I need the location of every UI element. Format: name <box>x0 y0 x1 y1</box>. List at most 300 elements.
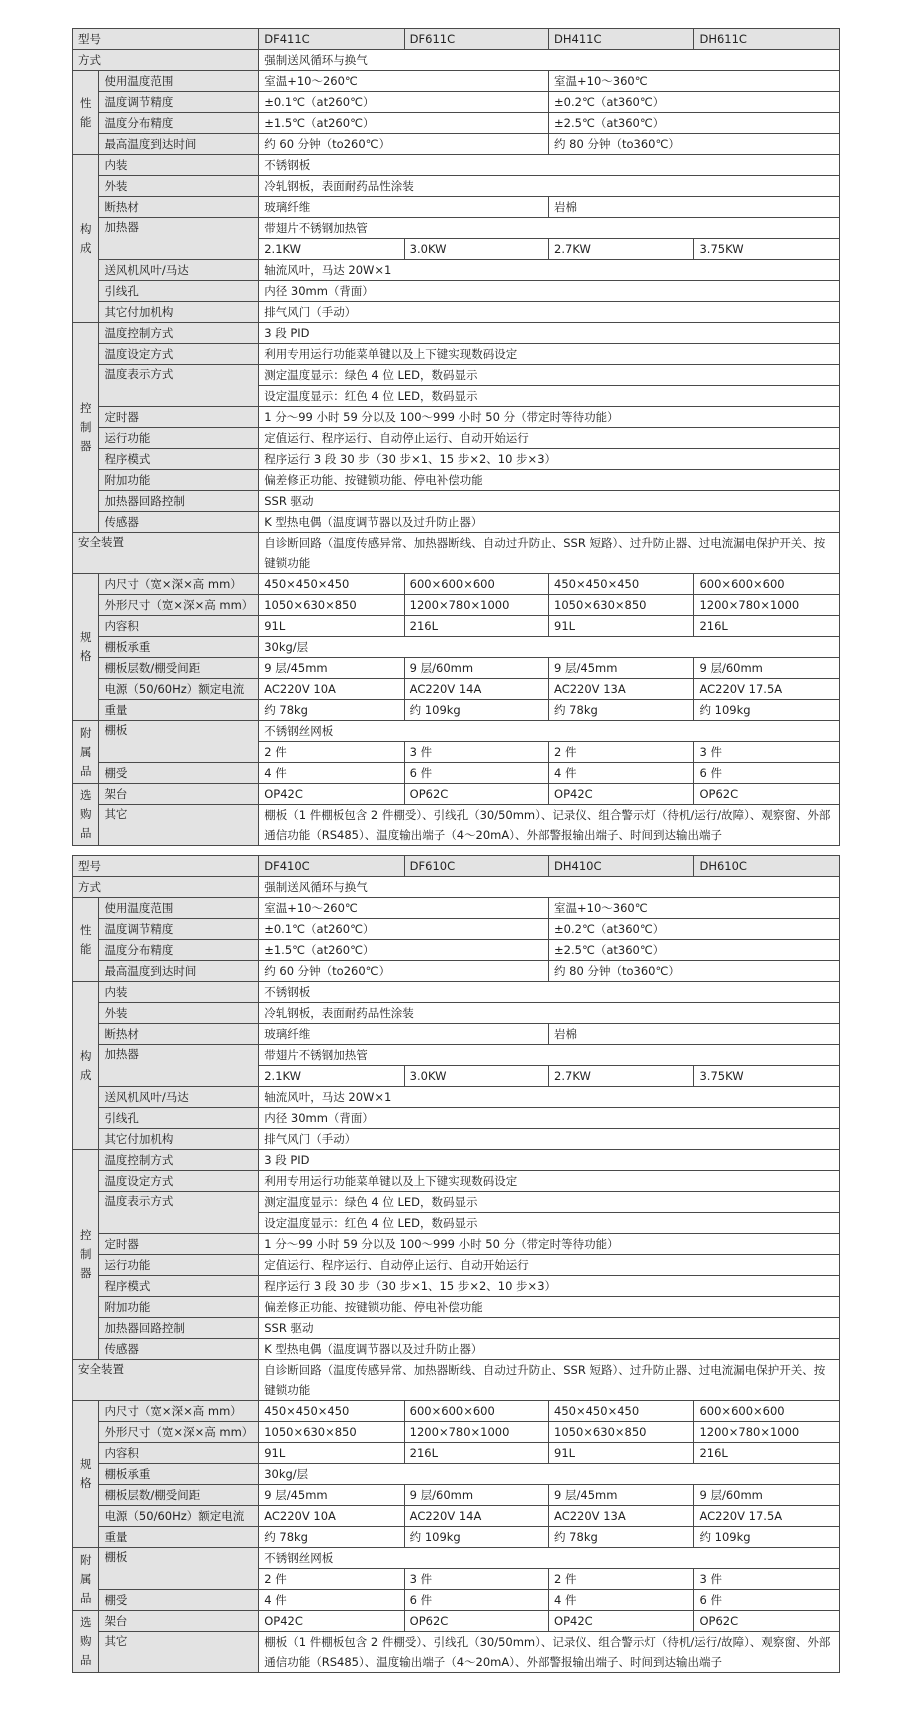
row-temp-distribution <box>73 113 840 134</box>
row-others <box>73 1632 840 1673</box>
shelf-load-label: 棚板承重 <box>99 1464 259 1485</box>
shelf-levels-3: 9 层/45mm <box>549 1485 694 1506</box>
inner-size-3: 450×450×450 <box>549 574 694 595</box>
row-temp-control <box>73 1150 840 1171</box>
lead-hole-value: 内径 30mm（背面） <box>259 281 840 302</box>
method-value: 强制送风循环与换气 <box>259 877 840 898</box>
row-temp-display <box>73 1192 840 1213</box>
category-controller: 控制器 <box>73 1150 99 1360</box>
temp-accuracy-h: ±0.2℃（at360℃） <box>549 919 840 940</box>
shelf-load-label: 棚板承重 <box>99 637 259 658</box>
category-performance: 性能 <box>73 898 99 982</box>
temp-range-h: 室温+10～360℃ <box>549 898 840 919</box>
power-label: 电源（50/60Hz）额定电流 <box>99 679 259 700</box>
others-label: 其它 <box>99 1632 259 1673</box>
row-extra-function <box>73 470 840 491</box>
model-2: DF610C <box>404 856 548 877</box>
row-weight <box>73 700 840 721</box>
shelf-count-1: 2 件 <box>259 1569 404 1590</box>
category-spec: 规格 <box>73 574 99 721</box>
heater-circuit-label: 加热器回路控制 <box>99 491 259 512</box>
temp-setting-label: 温度设定方式 <box>99 344 259 365</box>
outer-size-2: 1200×780×1000 <box>404 1422 548 1443</box>
insulation-h: 岩棉 <box>549 1024 840 1045</box>
inner-size-2: 600×600×600 <box>404 574 548 595</box>
inner-size-4: 600×600×600 <box>694 1401 840 1422</box>
max-temp-time-label: 最高温度到达时间 <box>99 134 259 155</box>
temp-range-f: 室温+10～260℃ <box>259 71 549 92</box>
volume-1: 91L <box>259 616 404 637</box>
shelf-support-1: 4 件 <box>259 763 404 784</box>
row-other-mech <box>73 1129 840 1150</box>
shelf-levels-4: 9 层/60mm <box>694 1485 840 1506</box>
outer-size-label: 外形尺寸（宽×深×高 mm） <box>99 1422 259 1443</box>
temp-display-label: 温度表示方式 <box>99 365 259 407</box>
lead-hole-label: 引线孔 <box>99 281 259 302</box>
inner-label: 内装 <box>99 982 259 1003</box>
row-method <box>73 50 840 71</box>
row-shelf <box>73 1548 840 1569</box>
stand-label: 架台 <box>99 784 259 805</box>
sensor-label: 传感器 <box>99 1339 259 1360</box>
other-mech-value: 排气风门（手动） <box>259 302 840 323</box>
weight-4: 约 109kg <box>694 700 840 721</box>
inner-value: 不锈钢板 <box>259 155 840 176</box>
sensor-value: K 型热电偶（温度调节器以及过升防止器） <box>259 512 840 533</box>
row-volume <box>73 616 840 637</box>
weight-1: 约 78kg <box>259 700 404 721</box>
row-shelf-load <box>73 637 840 658</box>
temp-distribution-f: ±1.5℃（at260℃） <box>259 940 549 961</box>
max-temp-time-f: 约 60 分钟（to260℃） <box>259 134 549 155</box>
shelf-levels-2: 9 层/60mm <box>404 658 548 679</box>
outer-size-label: 外形尺寸（宽×深×高 mm） <box>99 595 259 616</box>
shelf-label: 棚板 <box>99 721 259 763</box>
heater-power-2: 3.0KW <box>404 1066 548 1087</box>
temp-setting-label: 温度设定方式 <box>99 1171 259 1192</box>
model-4: DH611C <box>694 29 840 50</box>
inner-size-1: 450×450×450 <box>259 1401 404 1422</box>
row-shelf <box>73 721 840 742</box>
temp-display-label: 温度表示方式 <box>99 1192 259 1234</box>
inner-size-4: 600×600×600 <box>694 574 840 595</box>
shelf-levels-4: 9 层/60mm <box>694 658 840 679</box>
category-option: 选购品 <box>73 1611 99 1673</box>
volume-2: 216L <box>404 1443 548 1464</box>
heater-power-4: 3.75KW <box>694 1066 840 1087</box>
shelf-count-4: 3 件 <box>694 742 840 763</box>
temp-distribution-label: 温度分布精度 <box>99 940 259 961</box>
power-4: AC220V 17.5A <box>694 679 840 700</box>
row-temp-distribution <box>73 940 840 961</box>
other-mech-label: 其它付加机构 <box>99 1129 259 1150</box>
outer-size-2: 1200×780×1000 <box>404 595 548 616</box>
row-model <box>73 29 840 50</box>
max-temp-time-label: 最高温度到达时间 <box>99 961 259 982</box>
power-3: AC220V 13A <box>549 1506 694 1527</box>
model-2: DF611C <box>404 29 548 50</box>
safety-value: 自诊断回路（温度传感异常、加热器断线、自动过升防止、SSR 短路）、过升防止器、过电流漏电保护开关、按键锁功能 <box>259 1360 840 1401</box>
volume-3: 91L <box>549 1443 694 1464</box>
inner-size-3: 450×450×450 <box>549 1401 694 1422</box>
weight-3: 约 78kg <box>549 700 694 721</box>
volume-label: 内容积 <box>99 1443 259 1464</box>
inner-size-2: 600×600×600 <box>404 1401 548 1422</box>
temp-distribution-h: ±2.5℃（at360℃） <box>549 940 840 961</box>
power-4: AC220V 17.5A <box>694 1506 840 1527</box>
temp-accuracy-label: 温度调节精度 <box>99 919 259 940</box>
heater-value: 带翅片不锈钢加热管 <box>259 1045 840 1066</box>
program-mode-value: 程序运行 3 段 30 步（30 步×1、15 步×2、10 步×3） <box>259 449 840 470</box>
outer-value: 冷轧钢板，表面耐药品性涂装 <box>259 1003 840 1024</box>
row-temp-setting <box>73 344 840 365</box>
row-extra-function <box>73 1297 840 1318</box>
row-temp-control <box>73 323 840 344</box>
model-1: DF411C <box>259 29 404 50</box>
row-heater-circuit <box>73 1318 840 1339</box>
outer-size-4: 1200×780×1000 <box>694 1422 840 1443</box>
insulation-h: 岩棉 <box>549 197 840 218</box>
row-max-temp-time <box>73 134 840 155</box>
timer-value: 1 分～99 小时 59 分以及 100～999 小时 50 分（带定时等待功能） <box>259 1234 840 1255</box>
fan-value: 轴流风叶，马达 20W×1 <box>259 1087 840 1108</box>
timer-label: 定时器 <box>99 1234 259 1255</box>
row-heater-circuit <box>73 491 840 512</box>
shelf-levels-1: 9 层/45mm <box>259 658 404 679</box>
category-structure: 构成 <box>73 982 99 1150</box>
stand-3: OP42C <box>549 784 694 805</box>
lead-hole-label: 引线孔 <box>99 1108 259 1129</box>
outer-size-1: 1050×630×850 <box>259 1422 404 1443</box>
row-inner <box>73 155 840 176</box>
row-shelf-support <box>73 1590 840 1611</box>
shelf-support-2: 6 件 <box>404 1590 548 1611</box>
method-label: 方式 <box>73 877 259 898</box>
row-insulation <box>73 1024 840 1045</box>
safety-value: 自诊断回路（温度传感异常、加热器断线、自动过升防止、SSR 短路）、过升防止器、过电流漏电保护开关、按键锁功能 <box>259 533 840 574</box>
extra-function-value: 偏差修正功能、按键锁功能、停电补偿功能 <box>259 1297 840 1318</box>
row-insulation <box>73 197 840 218</box>
shelf-count-3: 2 件 <box>549 1569 694 1590</box>
others-label: 其它 <box>99 805 259 846</box>
heater-circuit-value: SSR 驱动 <box>259 491 840 512</box>
power-2: AC220V 14A <box>404 1506 548 1527</box>
temp-display-value-2: 设定温度显示：红色 4 位 LED，数码显示 <box>259 1213 840 1234</box>
outer-size-1: 1050×630×850 <box>259 595 404 616</box>
row-volume <box>73 1443 840 1464</box>
row-temp-range <box>73 898 840 919</box>
shelf-support-4: 6 件 <box>694 1590 840 1611</box>
heater-power-4: 3.75KW <box>694 239 840 260</box>
run-function-value: 定值运行、程序运行、自动停止运行、自动开始运行 <box>259 1255 840 1276</box>
run-function-label: 运行功能 <box>99 428 259 449</box>
shelf-label: 棚板 <box>99 1548 259 1590</box>
volume-label: 内容积 <box>99 616 259 637</box>
category-accessory: 附属品 <box>73 721 99 784</box>
temp-distribution-label: 温度分布精度 <box>99 113 259 134</box>
temp-range-h: 室温+10～360℃ <box>549 71 840 92</box>
category-option: 选购品 <box>73 784 99 846</box>
row-temp-accuracy <box>73 92 840 113</box>
stand-1: OP42C <box>259 1611 404 1632</box>
shelf-levels-label: 棚板层数/棚受间距 <box>99 1485 259 1506</box>
row-inner-size <box>73 574 840 595</box>
row-timer <box>73 407 840 428</box>
row-fan <box>73 1087 840 1108</box>
shelf-support-3: 4 件 <box>549 1590 694 1611</box>
extra-function-value: 偏差修正功能、按键锁功能、停电补偿功能 <box>259 470 840 491</box>
timer-value: 1 分～99 小时 59 分以及 100～999 小时 50 分（带定时等待功能） <box>259 407 840 428</box>
temp-control-value: 3 段 PID <box>259 1150 840 1171</box>
sensor-label: 传感器 <box>99 512 259 533</box>
fan-label: 送风机风叶/马达 <box>99 1087 259 1108</box>
shelf-count-3: 2 件 <box>549 742 694 763</box>
category-structure: 构成 <box>73 155 99 323</box>
heater-circuit-label: 加热器回路控制 <box>99 1318 259 1339</box>
heater-power-2: 3.0KW <box>404 239 548 260</box>
temp-range-label: 使用温度范围 <box>99 71 259 92</box>
row-timer <box>73 1234 840 1255</box>
row-sensor <box>73 512 840 533</box>
temp-distribution-h: ±2.5℃（at360℃） <box>549 113 840 134</box>
heater-power-3: 2.7KW <box>549 239 694 260</box>
temp-accuracy-label: 温度调节精度 <box>99 92 259 113</box>
insulation-label: 断热材 <box>99 1024 259 1045</box>
shelf-count-2: 3 件 <box>404 742 548 763</box>
power-1: AC220V 10A <box>259 1506 404 1527</box>
row-outer <box>73 176 840 197</box>
row-shelf-support <box>73 763 840 784</box>
model-3: DH410C <box>549 856 694 877</box>
weight-3: 约 78kg <box>549 1527 694 1548</box>
power-1: AC220V 10A <box>259 679 404 700</box>
extra-function-label: 附加功能 <box>99 470 259 491</box>
temp-display-value-2: 设定温度显示：红色 4 位 LED，数码显示 <box>259 386 840 407</box>
shelf-levels-label: 棚板层数/棚受间距 <box>99 658 259 679</box>
row-sensor <box>73 1339 840 1360</box>
row-weight <box>73 1527 840 1548</box>
shelf-load-value: 30kg/层 <box>259 1464 840 1485</box>
sensor-value: K 型热电偶（温度调节器以及过升防止器） <box>259 1339 840 1360</box>
row-model <box>73 856 840 877</box>
outer-size-3: 1050×630×850 <box>549 595 694 616</box>
row-heater <box>73 1045 840 1066</box>
program-mode-label: 程序模式 <box>99 1276 259 1297</box>
shelf-support-1: 4 件 <box>259 1590 404 1611</box>
fan-value: 轴流风叶，马达 20W×1 <box>259 260 840 281</box>
shelf-support-4: 6 件 <box>694 763 840 784</box>
temp-display-value-1: 测定温度显示：绿色 4 位 LED，数码显示 <box>259 365 840 386</box>
row-stand <box>73 1611 840 1632</box>
row-safety <box>73 533 840 574</box>
extra-function-label: 附加功能 <box>99 1297 259 1318</box>
volume-2: 216L <box>404 616 548 637</box>
stand-4: OP62C <box>694 784 840 805</box>
model-4: DH610C <box>694 856 840 877</box>
category-performance: 性能 <box>73 71 99 155</box>
weight-1: 约 78kg <box>259 1527 404 1548</box>
temp-setting-value: 利用专用运行功能菜单键以及上下键实现数码设定 <box>259 344 840 365</box>
row-program-mode <box>73 1276 840 1297</box>
outer-label: 外装 <box>99 176 259 197</box>
weight-label: 重量 <box>99 1527 259 1548</box>
volume-1: 91L <box>259 1443 404 1464</box>
weight-4: 约 109kg <box>694 1527 840 1548</box>
row-power <box>73 1506 840 1527</box>
model-label: 型号 <box>73 29 259 50</box>
row-method <box>73 877 840 898</box>
row-lead-hole <box>73 281 840 302</box>
shelf-value: 不锈钢丝网板 <box>259 1548 840 1569</box>
shelf-levels-2: 9 层/60mm <box>404 1485 548 1506</box>
heater-power-1: 2.1KW <box>259 239 404 260</box>
others-value: 棚板（1 件棚板包含 2 件棚受）、引线孔（30/50mm）、记录仪、组合警示灯（待机/运行/故障）、观察窗、外部通信功能（RS485）、温度输出端子（4～20mA）、外部警报输出端子、时间到达输出端子 <box>259 805 840 846</box>
shelf-load-value: 30kg/层 <box>259 637 840 658</box>
shelf-count-1: 2 件 <box>259 742 404 763</box>
volume-4: 216L <box>694 1443 840 1464</box>
power-label: 电源（50/60Hz）额定电流 <box>99 1506 259 1527</box>
row-heater <box>73 218 840 239</box>
safety-label: 安全装置 <box>73 533 259 574</box>
shelf-levels-3: 9 层/45mm <box>549 658 694 679</box>
shelf-support-label: 棚受 <box>99 763 259 784</box>
shelf-support-label: 棚受 <box>99 1590 259 1611</box>
row-outer-size <box>73 1422 840 1443</box>
spec-table-1 <box>72 28 840 846</box>
temp-accuracy-h: ±0.2℃（at360℃） <box>549 92 840 113</box>
volume-3: 91L <box>549 616 694 637</box>
row-outer-size <box>73 595 840 616</box>
temp-control-label: 温度控制方式 <box>99 1150 259 1171</box>
weight-2: 约 109kg <box>404 1527 548 1548</box>
temp-distribution-f: ±1.5℃（at260℃） <box>259 113 549 134</box>
power-3: AC220V 13A <box>549 679 694 700</box>
row-others <box>73 805 840 846</box>
row-program-mode <box>73 449 840 470</box>
category-accessory: 附属品 <box>73 1548 99 1611</box>
other-mech-value: 排气风门（手动） <box>259 1129 840 1150</box>
power-2: AC220V 14A <box>404 679 548 700</box>
row-temp-setting <box>73 1171 840 1192</box>
heater-power-1: 2.1KW <box>259 1066 404 1087</box>
row-max-temp-time <box>73 961 840 982</box>
temp-accuracy-f: ±0.1℃（at260℃） <box>259 919 549 940</box>
inner-size-1: 450×450×450 <box>259 574 404 595</box>
program-mode-label: 程序模式 <box>99 449 259 470</box>
other-mech-label: 其它付加机构 <box>99 302 259 323</box>
run-function-label: 运行功能 <box>99 1255 259 1276</box>
row-inner-size <box>73 1401 840 1422</box>
row-outer <box>73 1003 840 1024</box>
shelf-levels-1: 9 层/45mm <box>259 1485 404 1506</box>
model-1: DF410C <box>259 856 404 877</box>
temp-control-value: 3 段 PID <box>259 323 840 344</box>
stand-4: OP62C <box>694 1611 840 1632</box>
temp-accuracy-f: ±0.1℃（at260℃） <box>259 92 549 113</box>
row-inner <box>73 982 840 1003</box>
model-label: 型号 <box>73 856 259 877</box>
safety-label: 安全装置 <box>73 1360 259 1401</box>
inner-label: 内装 <box>99 155 259 176</box>
row-stand <box>73 784 840 805</box>
row-lead-hole <box>73 1108 840 1129</box>
fan-label: 送风机风叶/马达 <box>99 260 259 281</box>
insulation-f: 玻璃纤维 <box>259 1024 549 1045</box>
temp-setting-value: 利用专用运行功能菜单键以及上下键实现数码设定 <box>259 1171 840 1192</box>
row-run-function <box>73 428 840 449</box>
shelf-support-2: 6 件 <box>404 763 548 784</box>
stand-label: 架台 <box>99 1611 259 1632</box>
temp-control-label: 温度控制方式 <box>99 323 259 344</box>
row-temp-range <box>73 71 840 92</box>
max-temp-time-h: 约 80 分钟（to360℃） <box>549 961 840 982</box>
row-temp-display <box>73 365 840 386</box>
shelf-value: 不锈钢丝网板 <box>259 721 840 742</box>
model-3: DH411C <box>549 29 694 50</box>
row-shelf-load <box>73 1464 840 1485</box>
heater-power-3: 2.7KW <box>549 1066 694 1087</box>
run-function-value: 定值运行、程序运行、自动停止运行、自动开始运行 <box>259 428 840 449</box>
outer-value: 冷轧钢板，表面耐药品性涂装 <box>259 176 840 197</box>
lead-hole-value: 内径 30mm（背面） <box>259 1108 840 1129</box>
stand-3: OP42C <box>549 1611 694 1632</box>
row-shelf-levels <box>73 658 840 679</box>
insulation-f: 玻璃纤维 <box>259 197 549 218</box>
volume-4: 216L <box>694 616 840 637</box>
row-power <box>73 679 840 700</box>
max-temp-time-h: 约 80 分钟（to360℃） <box>549 134 840 155</box>
heater-value: 带翅片不锈钢加热管 <box>259 218 840 239</box>
row-temp-accuracy <box>73 919 840 940</box>
row-shelf-levels <box>73 1485 840 1506</box>
row-other-mech <box>73 302 840 323</box>
stand-1: OP42C <box>259 784 404 805</box>
others-value: 棚板（1 件棚板包含 2 件棚受）、引线孔（30/50mm）、记录仪、组合警示灯（待机/运行/故障）、观察窗、外部通信功能（RS485）、温度输出端子（4～20mA）、外部警报输出端子、时间到达输出端子 <box>259 1632 840 1673</box>
shelf-support-3: 4 件 <box>549 763 694 784</box>
weight-label: 重量 <box>99 700 259 721</box>
temp-display-value-1: 测定温度显示：绿色 4 位 LED，数码显示 <box>259 1192 840 1213</box>
heater-label: 加热器 <box>99 218 259 260</box>
stand-2: OP62C <box>404 1611 548 1632</box>
insulation-label: 断热材 <box>99 197 259 218</box>
category-spec: 规格 <box>73 1401 99 1548</box>
spec-table-2 <box>72 855 840 1673</box>
weight-2: 约 109kg <box>404 700 548 721</box>
inner-size-label: 内尺寸（宽×深×高 mm） <box>99 574 259 595</box>
heater-circuit-value: SSR 驱动 <box>259 1318 840 1339</box>
shelf-count-4: 3 件 <box>694 1569 840 1590</box>
row-fan <box>73 260 840 281</box>
row-safety <box>73 1360 840 1401</box>
stand-2: OP62C <box>404 784 548 805</box>
inner-value: 不锈钢板 <box>259 982 840 1003</box>
inner-size-label: 内尺寸（宽×深×高 mm） <box>99 1401 259 1422</box>
outer-label: 外装 <box>99 1003 259 1024</box>
method-value: 强制送风循环与换气 <box>259 50 840 71</box>
outer-size-4: 1200×780×1000 <box>694 595 840 616</box>
shelf-count-2: 3 件 <box>404 1569 548 1590</box>
temp-range-f: 室温+10～260℃ <box>259 898 549 919</box>
category-controller: 控制器 <box>73 323 99 533</box>
program-mode-value: 程序运行 3 段 30 步（30 步×1、15 步×2、10 步×3） <box>259 1276 840 1297</box>
heater-label: 加热器 <box>99 1045 259 1087</box>
timer-label: 定时器 <box>99 407 259 428</box>
max-temp-time-f: 约 60 分钟（to260℃） <box>259 961 549 982</box>
temp-range-label: 使用温度范围 <box>99 898 259 919</box>
method-label: 方式 <box>73 50 259 71</box>
outer-size-3: 1050×630×850 <box>549 1422 694 1443</box>
row-run-function <box>73 1255 840 1276</box>
